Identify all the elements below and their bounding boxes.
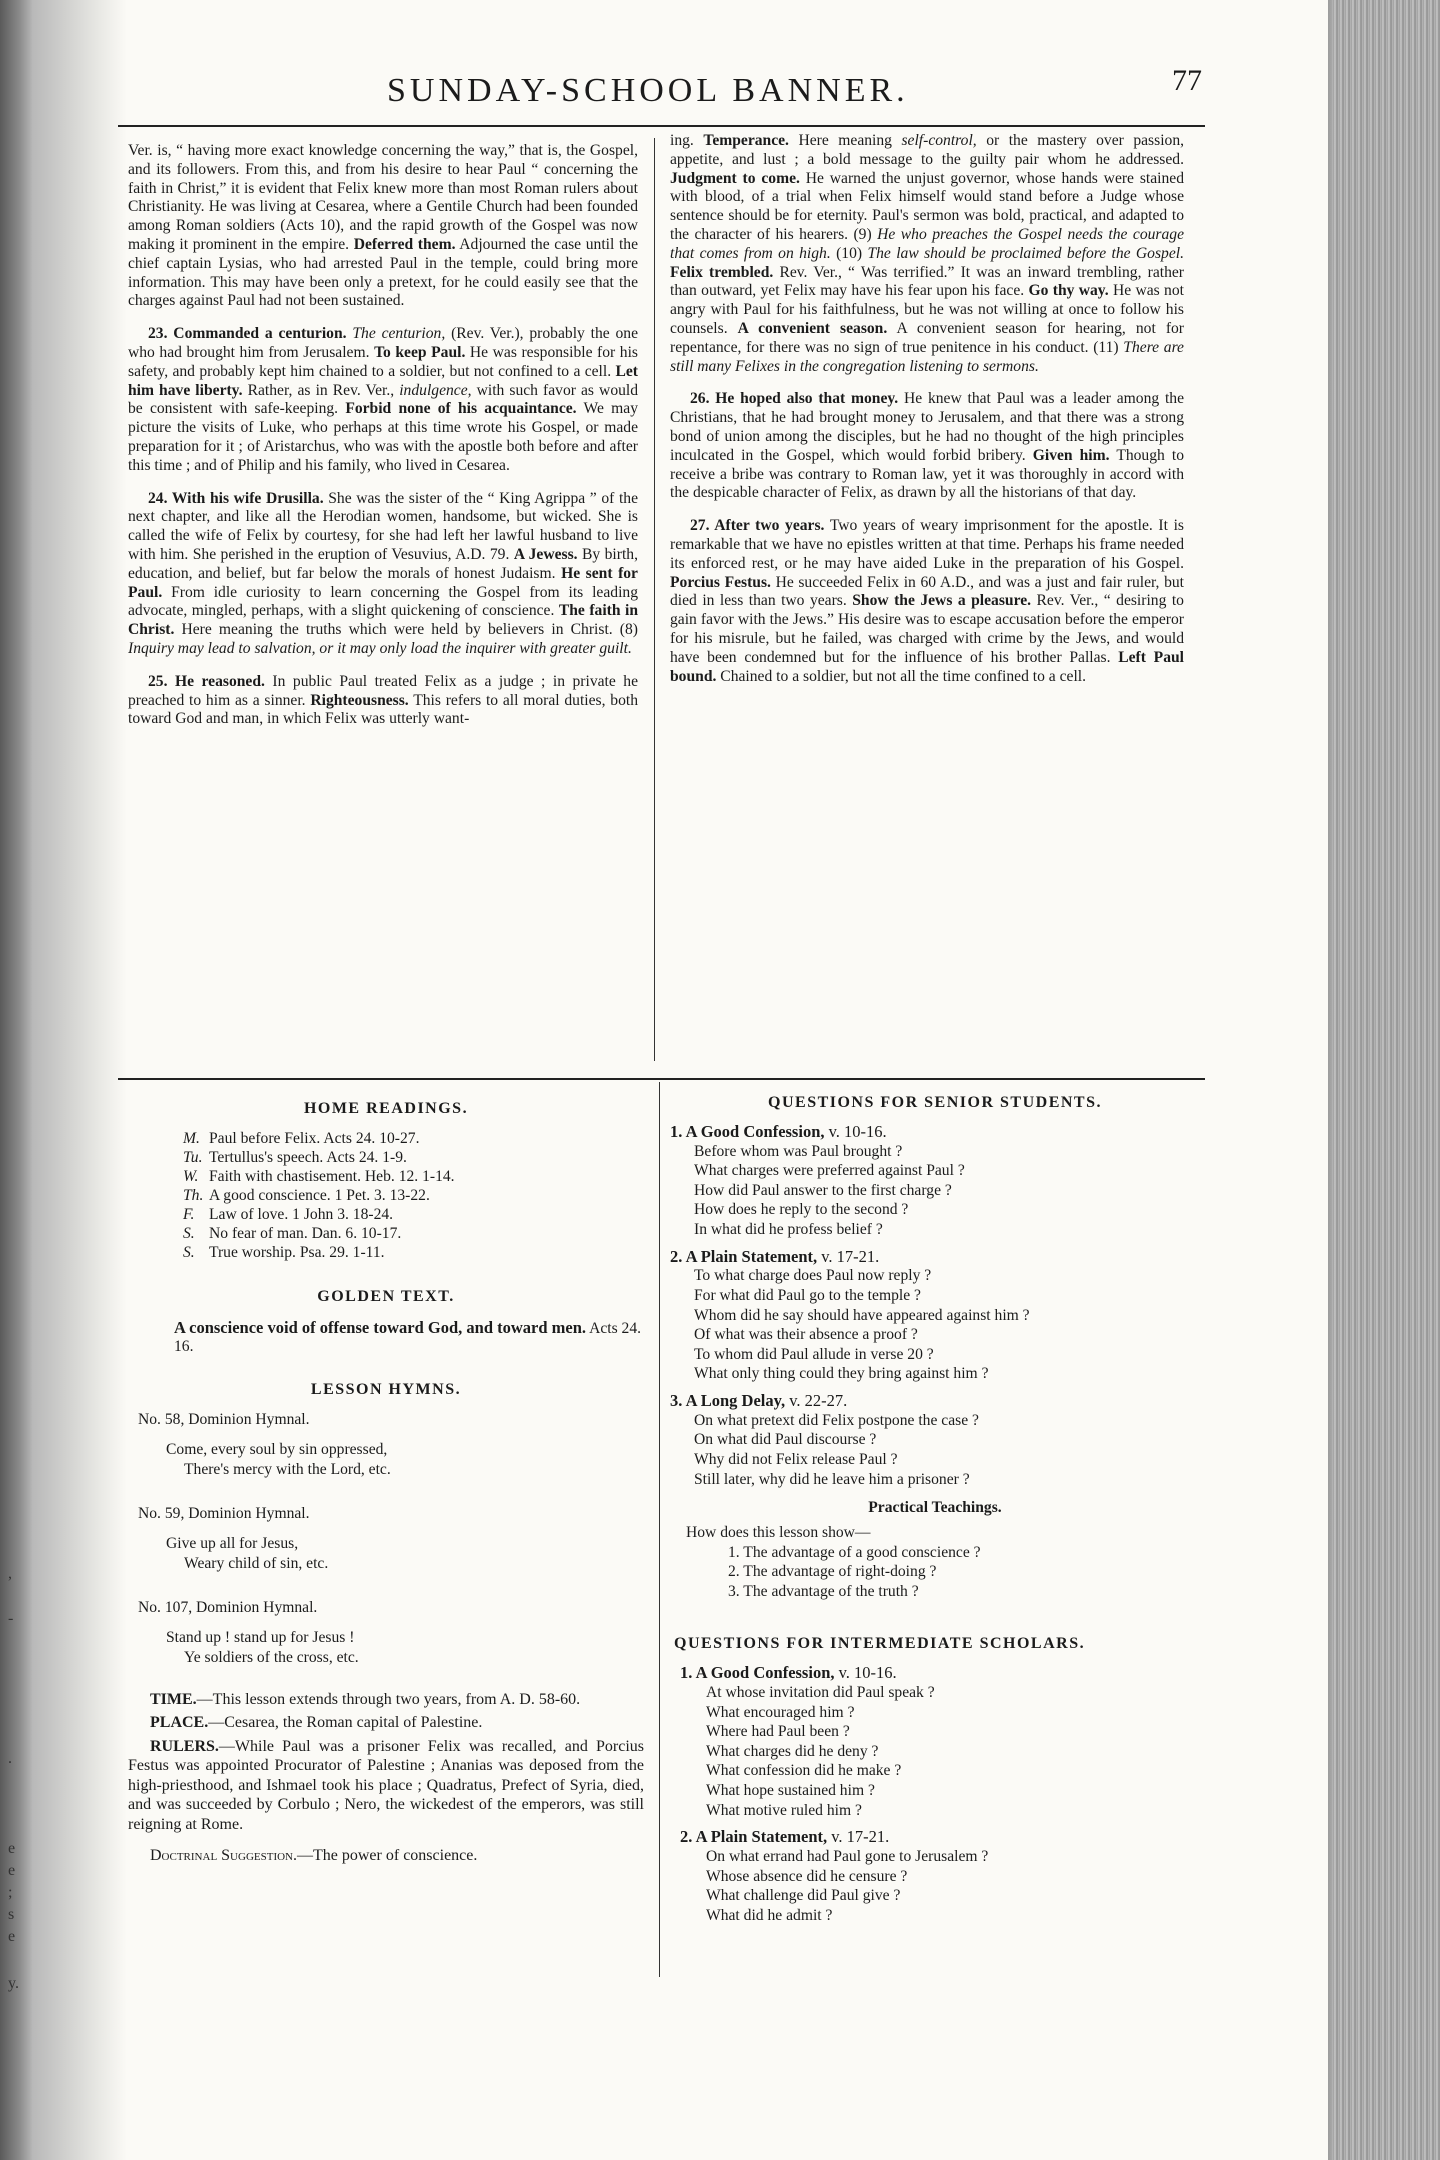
- practical-item: 2. The advantage of right-doing ?: [728, 1563, 937, 1581]
- margin-mark: e: [8, 1862, 16, 1879]
- note-25-continued: ing. Temperance. Here meaning self-control, or the mastery over passion, appetite, and lust ; a bold message to the guilty pair whom he addressed. Judgment to come. He warned the unjust governor, whose hands were stained with blood, of a trial when Felix himself would stand before a Judge whose sentence should be for eternity. Paul's sermon was bold, practical, and adapted to the character of his hearers. (9) He who preaches the Gospel needs the courage that comes from on high. (10) The law should be proclaimed before the Gospel. Felix trembled. Rev. Ver., “ Was terrified.” It was an inward trembling, rather than outward, yet Felix may have his fear upon his face. Go thy way. He was not angry with Paul for his faithfulness, but he was not willing at once to follow his counsels. A convenient season. A convenient season for hearing, not for repentance, for there was no sign of true penitence in his conduct. (11) There are still many Felixes in the congregation listening to sermons.: [670, 132, 1185, 375]
- practical-teachings-heading: Practical Teachings.: [868, 1499, 1002, 1517]
- golden-text-heading: GOLDEN TEXT.: [317, 1287, 455, 1305]
- golden-text: A conscience void of offense toward God, and toward men. Acts 24. 16.: [174, 1317, 642, 1356]
- page-gutter-shadow: [32, 0, 127, 2160]
- page-header-title: SUNDAY-SCHOOL BANNER.: [387, 72, 909, 109]
- page-number: 77: [1172, 64, 1202, 97]
- column-divider-bottom: [659, 1082, 660, 1977]
- margin-mark: .: [8, 1750, 12, 1767]
- question-section: 2. A Plain Statement, v. 17-21. On what errand had Paul gone to Jerusalem ? Whose absence did he censure ? What challenge did Paul give ? What did he admit ?: [680, 1827, 989, 1924]
- senior-questions-heading: QUESTIONS FOR SENIOR STUDENTS.: [768, 1094, 1102, 1111]
- question-section: 2. A Plain Statement, v. 17-21. To what charge does Paul now reply ? For what did Paul go to the temple ? Whom did he say should have appeared against him ? Of what was their absence a proof ? To whom did Paul allude in verse 20 ? What only thing could they bring against him ?: [670, 1246, 1030, 1383]
- home-readings-heading: HOME READINGS.: [303, 1100, 469, 1117]
- column-divider-top: [654, 138, 655, 1061]
- practical-item: 1. The advantage of a good conscience ?: [728, 1543, 981, 1561]
- lesson-helps-column: [128, 1090, 644, 1866]
- reading-item: Tu. Tertullus's speech. Acts 24. 1-9.: [183, 1148, 407, 1166]
- hymn-item: No. 59, Dominion Hymnal. Give up all for Jesus, Weary child of sin, etc.: [138, 1504, 329, 1572]
- section-rule: [118, 1078, 1205, 1080]
- header-rule: [118, 125, 1205, 127]
- question-section: 1. A Good Confession, v. 10-16. At whose invitation did Paul speak ? What encouraged him ? Where had Paul been ? What charges did he deny ? What confession did he make ? What hope sustained him ? What motive ruled him ?: [680, 1663, 935, 1819]
- note-24: 24. With his wife Drusilla. She was the sister of the “ King Agrippa ” of the next chapter, and like all the Herodian women, handsome, but wicked. She is called the wife of Felix by courtesy, for she had left her lawful husband to live with him. She perished in the eruption of Vesuvius, A.D. 79. A Jewess. By birth, education, and belief, but far below the morals of honest Judaism. He sent for Paul. From idle curiosity to learn concerning the Gospel from its leading advocate, mingled, perhaps, with a slight quickening of conscience. The faith in Christ. Here meaning the truths which were held by believers in Christ. (8) Inquiry may lead to salvation, or it may only load the inquirer with greater guilt.: [128, 489, 639, 657]
- notes-continuation: Ver. is, “ having more exact knowledge concerning the way,” that is, the Gospel, and its followers. From this, and from his desire to hear Paul “ concerning the faith in Christ,” it is evident that Felix knew more than most Roman rulers about Christianity. He was living at Cesarea, where a Gentile Church had been founded among Roman soldiers (Acts 10), and the rapid growth of the Gospel was now making it prominent in the empire. Deferred them. Adjourned the case until the chief captain Lysias, who had arrested Paul in the temple, could bring more information. This may have been only a pretext, for he could easily see that the charges against Paul had not been sustained.: [128, 142, 639, 310]
- reading-item: S. True worship. Psa. 29. 1-11.: [183, 1243, 385, 1261]
- reading-item: W. Faith with chastisement. Heb. 12. 1-14.: [183, 1167, 455, 1185]
- note-27: 27. After two years. Two years of weary imprisonment for the apostle. It is remarkable that we have no epistles written at that time. Perhaps his frame needed its enforced rest, or he may have aided Luke in the preparation of his Gospel. Porcius Festus. He succeeded Felix in 60 A.D., and was a just and fair ruler, but died in less than two years. Show the Jews a pleasure. Rev. Ver., “ desiring to gain favor with the Jews.” His desire was to escape accusation before the emperor for his misrule, but he failed, was charged with crime by the Jews, and would have been condemned but for the influence of his brother Pallas. Left Paul bound. Chained to a soldier, but not all the time confined to a cell.: [670, 517, 1185, 685]
- margin-mark: s: [8, 1906, 15, 1923]
- question-section: 3. A Long Delay, v. 22-27. On what pretext did Felix postpone the case ? On what did Paul discourse ? Why did not Felix release Paul ? Still later, why did he leave him a prisoner ?: [670, 1390, 979, 1488]
- note-26: 26. He hoped also that money. He knew that Paul was a leader among the Christians, that he had brought money to Jerusalem, and that there was a strong bond of union among the disciples, but he had no thought of the high principles inculcated in the Gospel, which would forbid bribery. Given him. Though to receive a bribe was contrary to Roman law, yet it was thoroughly in accord with the despicable character of Felix, as drawn by all the historians of that day.: [670, 390, 1184, 502]
- book-spine-left: [0, 0, 32, 2160]
- home-readings-list: [183, 1129, 644, 1262]
- lesson-rulers: RULERS.—While Paul was a prisoner Felix was recalled, and Porcius Festus was appointed Procurator of Palestine ; Ananias was deposed from the high-priesthood, and Ishmael took his place ; Quadratus, Prefect of Syria, died, and was succeeded by Corbulo ; Nero, the wickedest of the emperors, was still reigning at Rome.: [128, 1737, 644, 1833]
- reading-item: S. No fear of man. Dan. 6. 10-17.: [183, 1224, 402, 1242]
- questions-column: [670, 1084, 1200, 1925]
- margin-mark: e: [8, 1840, 16, 1857]
- lesson-time: TIME.—This lesson extends through two years, from A. D. 58-60.: [150, 1690, 581, 1708]
- page-edges-right: [1315, 0, 1440, 2160]
- intermediate-questions-heading: QUESTIONS FOR INTERMEDIATE SCHOLARS.: [674, 1635, 1086, 1653]
- note-23: 23. Commanded a centurion. The centurion, (Rev. Ver.), probably the one who had brought him from Jerusalem. To keep Paul. He was responsible for his safety, and probably kept him chained to a soldier, but not confined to a cell. Let him have liberty. Rather, as in Rev. Ver., indulgence, with such favor as would be consistent with safe-keeping. Forbid none of his acquaintance. We may picture the visits of Luke, who perhaps at this time wrote his Gospel, or made preparation for it ; of Aristarchus, who was with the apostle both before and after this time ; and of Philip and his family, who lived in Cesarea.: [128, 325, 639, 474]
- practical-item: 3. The advantage of the truth ?: [728, 1582, 919, 1600]
- right-column: [670, 132, 1184, 700]
- reading-item: F. Law of love. 1 John 3. 18-24.: [183, 1205, 394, 1223]
- practical-intro: How does this lesson show—: [686, 1523, 871, 1541]
- margin-mark: ;: [8, 1884, 13, 1901]
- lesson-hymns-heading: LESSON HYMNS.: [310, 1381, 462, 1399]
- note-25: 25. He reasoned. In public Paul treated Felix as a judge ; in private he preached to him as a sinner. Righteousness. This refers to all moral duties, both toward God and man, in which Felix was utterly want-: [128, 672, 639, 728]
- left-column: [128, 142, 638, 743]
- page: [32, 0, 1328, 2160]
- margin-mark: e: [8, 1928, 16, 1945]
- lesson-place: PLACE.—Cesarea, the Roman capital of Palestine.: [150, 1714, 483, 1732]
- hymn-item: No. 58, Dominion Hymnal. Come, every soul by sin oppressed, There's mercy with the Lord, etc.: [138, 1410, 391, 1478]
- margin-mark: ,: [8, 1565, 12, 1582]
- margin-mark: -: [8, 1610, 14, 1627]
- reading-item: M. Paul before Felix. Acts 24. 10-27.: [183, 1129, 420, 1147]
- question-section: 1. A Good Confession, v. 10-16. Before whom was Paul brought ? What charges were preferred against Paul ? How did Paul answer to the first charge ? How does he reply to the second ? In what did he profess belief ?: [670, 1121, 965, 1238]
- reading-item: Th. A good conscience. 1 Pet. 3. 13-22.: [183, 1186, 430, 1204]
- hymn-item: No. 107, Dominion Hymnal. Stand up ! stand up for Jesus ! Ye soldiers of the cross, etc.: [138, 1598, 359, 1666]
- margin-mark: y.: [8, 1975, 19, 1992]
- doctrinal-suggestion: Doctrinal Suggestion.—The power of conscience.: [150, 1847, 478, 1865]
